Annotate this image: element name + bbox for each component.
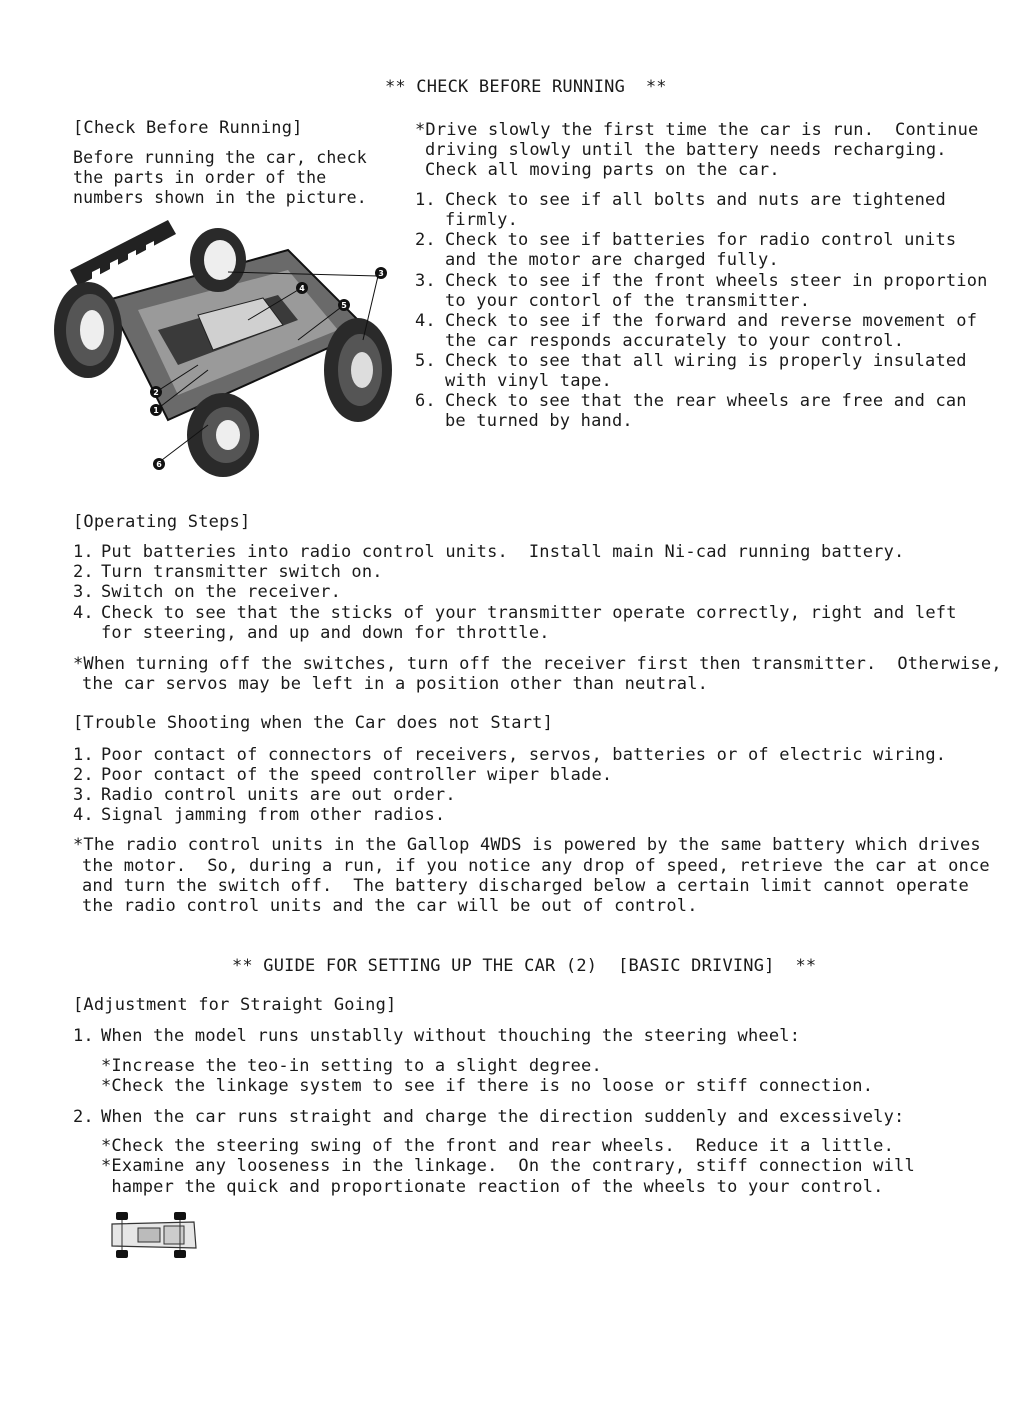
operating-item-text: Put batteries into radio control units. Install main Ni-cad running battery. xyxy=(101,542,905,562)
callout-label: 2 xyxy=(153,388,159,397)
check-item-text: with vinyl tape. xyxy=(445,371,612,391)
operating-note-line: the car servos may be left in a position other than neutral. xyxy=(82,674,709,694)
guide-item-number: 2. xyxy=(73,1107,94,1127)
callout-label: 3 xyxy=(378,269,384,278)
operating-heading: [Operating Steps] xyxy=(73,512,251,532)
check-item-number: 4. xyxy=(415,311,436,331)
guide-item-text: When the model runs unstablly without thouching the steering wheel: xyxy=(101,1026,801,1046)
operating-item-text: Switch on the receiver. xyxy=(101,582,342,602)
guide-note-line: hamper the quick and proportionate reaction of the wheels to your control. xyxy=(101,1177,884,1197)
callout-label: 4 xyxy=(299,284,305,293)
check-intro-line: numbers shown in the picture. xyxy=(73,188,367,207)
trouble-item-text: Poor contact of connectors of receivers, servos, batteries or of electric wiring. xyxy=(101,745,947,765)
guide-note-line: *Increase the teo-in setting to a slight degree. xyxy=(101,1056,602,1076)
check-intro-line: Before running the car, check xyxy=(73,148,367,167)
trouble-note-line: and turn the switch off. The battery discharged below a certain limit cannot operate xyxy=(82,876,969,896)
guide-note-line: *Check the steering swing of the front and rear wheels. Reduce it a little. xyxy=(101,1136,895,1156)
guide-item-number: 1. xyxy=(73,1026,94,1046)
check-item-text: Check to see that the rear wheels are free and can xyxy=(445,391,967,411)
operating-note-line: *When turning off the switches, turn off the receiver first then transmitter. Otherwise, xyxy=(73,654,1002,674)
check-intro-line: the parts in order of the xyxy=(73,168,327,187)
callout-label: 1 xyxy=(153,406,159,415)
operating-item-text: for steering, and up and down for throttle. xyxy=(101,623,550,643)
check-item-text: Check to see if all bolts and nuts are tightened xyxy=(445,190,946,210)
check-item-text: be turned by hand. xyxy=(445,411,633,431)
check-item-text: Check to see that all wiring is properly insulated xyxy=(445,351,967,371)
check-item-number: 6. xyxy=(415,391,436,411)
trouble-item-number: 3. xyxy=(73,785,94,805)
trouble-item-number: 2. xyxy=(73,765,94,785)
trouble-item-number: 1. xyxy=(73,745,94,765)
guide-item-text: When the car runs straight and charge the direction suddenly and excessively: xyxy=(101,1107,905,1127)
trouble-item-text: Poor contact of the speed controller wiper blade. xyxy=(101,765,613,785)
callout-label: 5 xyxy=(341,301,347,310)
check-item-text: Check to see if batteries for radio control units xyxy=(445,230,957,250)
operating-item-text: Check to see that the sticks of your transmitter operate correctly, right and left xyxy=(101,603,957,623)
trouble-note-line: the radio control units and the car will be out of control. xyxy=(82,896,698,916)
trouble-heading: [Trouble Shooting when the Car does not Start] xyxy=(73,713,554,733)
guide-note-line: *Examine any looseness in the linkage. On the contrary, stiff connection will xyxy=(101,1156,915,1176)
check-item-text: Check to see if the front wheels steer in proportion xyxy=(445,271,988,291)
page-title: ** CHECK BEFORE RUNNING ** xyxy=(385,77,667,97)
check-item-text: to your contorl of the transmitter. xyxy=(445,291,811,311)
check-heading: [Check Before Running] xyxy=(73,118,303,138)
drive-note-line: *Drive slowly the first time the car is run. Continue xyxy=(415,120,979,140)
guide-note-line: *Check the linkage system to see if there is no loose or stiff connection. xyxy=(101,1076,874,1096)
check-item-number: 2. xyxy=(415,230,436,250)
check-item-text: firmly. xyxy=(445,210,519,230)
trouble-item-text: Signal jamming from other radios. xyxy=(101,805,446,825)
trouble-item-text: Radio control units are out order. xyxy=(101,785,456,805)
guide-title: ** GUIDE FOR SETTING UP THE CAR (2) [BASIC DRIVING] ** xyxy=(232,956,817,976)
check-item-text: the car responds accurately to your control. xyxy=(445,331,905,351)
callout-label: 6 xyxy=(156,460,162,469)
operating-item-number: 4. xyxy=(73,603,94,623)
trouble-item-number: 4. xyxy=(73,805,94,825)
check-item-number: 1. xyxy=(415,190,436,210)
trouble-note-line: the motor. So, during a run, if you notice any drop of speed, retrieve the car at once xyxy=(82,856,990,876)
car-top-view-icon xyxy=(108,1210,200,1260)
check-item-text: Check to see if the forward and reverse movement of xyxy=(445,311,978,331)
operating-item-number: 3. xyxy=(73,582,94,602)
trouble-note-line: *The radio control units in the Gallop 4WDS is powered by the same battery which drives xyxy=(73,835,981,855)
drive-note-line: driving slowly until the battery needs recharging. xyxy=(425,140,947,160)
check-item-number: 5. xyxy=(415,351,436,371)
operating-item-number: 1. xyxy=(73,542,94,562)
operating-item-number: 2. xyxy=(73,562,94,582)
car-chassis-figure xyxy=(48,220,398,480)
check-item-text: and the motor are charged fully. xyxy=(445,250,779,270)
check-item-number: 3. xyxy=(415,271,436,291)
drive-note-line: Check all moving parts on the car. xyxy=(425,160,780,180)
guide-heading: [Adjustment for Straight Going] xyxy=(73,995,397,1015)
operating-item-text: Turn transmitter switch on. xyxy=(101,562,383,582)
